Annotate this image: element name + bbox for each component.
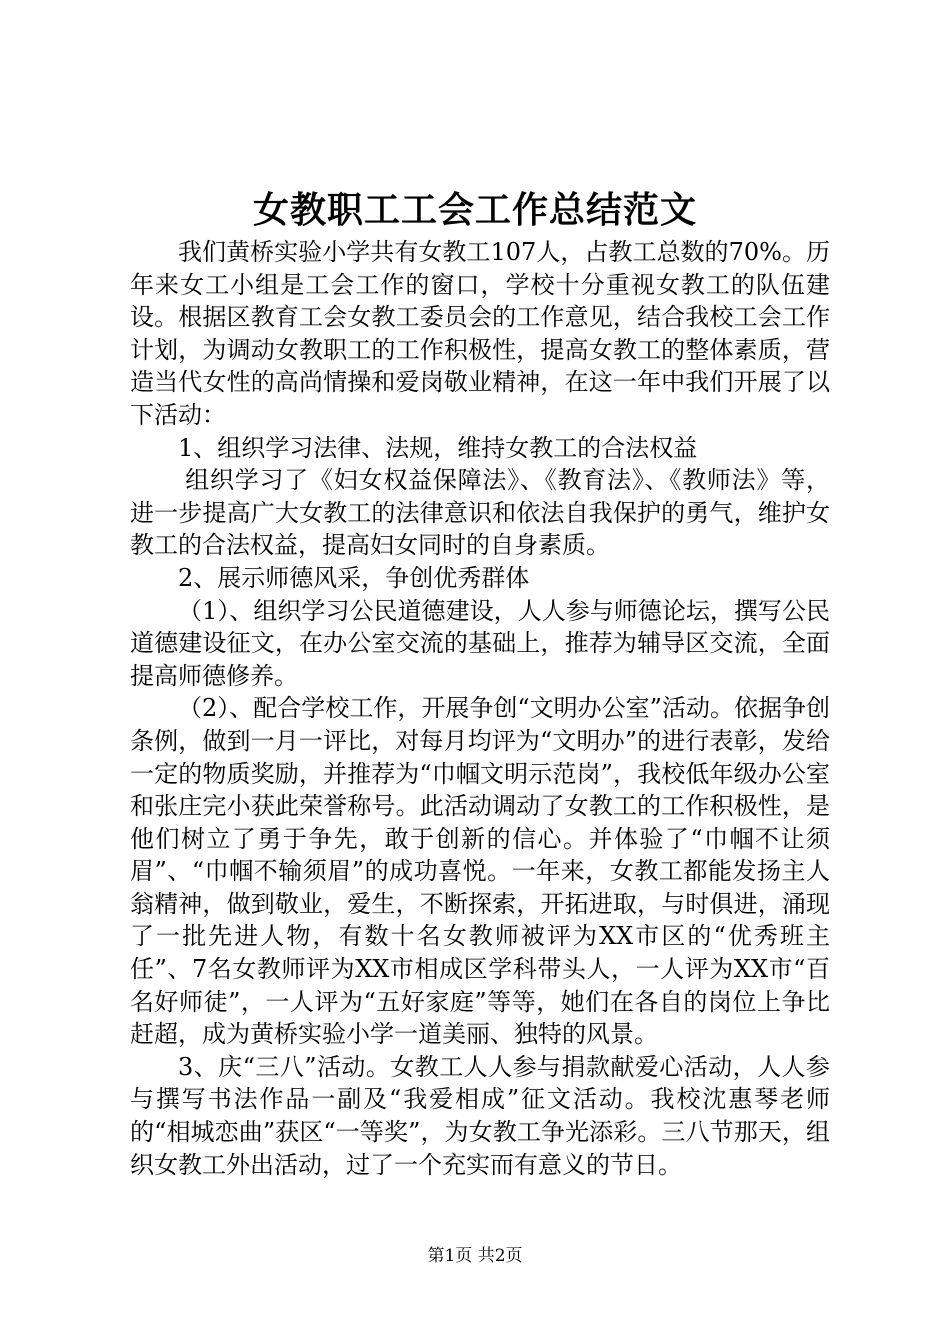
document-body — [130, 236, 830, 1181]
section-heading-2: 2、展示师德风采，争创优秀群体 — [178, 563, 530, 592]
page-footer: 第1页 共2页 — [427, 1246, 523, 1266]
section-3-paragraph: 3、庆“三八”活动。女教工人人参与捐款献爱心活动，人人参与撰写书法作品一副及“我爱相成”征文活动。我校沈惠琴老师的“相城恋曲”获区“一等奖”，为女教工争光添彩。三八节那天，组织女教工外出活动，过了一个充实而有意义的节日。 — [130, 1052, 830, 1179]
document-title: 女教职工工会工作总结范文 — [252, 189, 697, 231]
section-heading-1: 1、组织学习法律、法规，维持女教工的合法权益 — [178, 433, 698, 462]
section-1-paragraph: 组织学习了《妇女权益保障法》、《教育法》、《教师法》等，进一步提高广大女教工的法律意识和依法自我保护的勇气，维护女教工的合法权益，提高妇女同时的自身素质。 — [130, 466, 830, 560]
intro-paragraph: 我们黄桥实验小学共有女教工107人，占教工总数的70%。历年来女工小组是工会工作的窗口，学校十分重视女教工的队伍建设。根据区教育工会女教工委员会的工作意见，结合我校工会工作计划，为调动女教职工的工作积极性，提高女教工的整体素质，营造当代女性的高尚情操和爱岗敬业精神，在这一年中我们开展了以下活动： — [130, 238, 830, 429]
section-2-item-1-paragraph: （1）、组织学习公民道德建设，人人参与师德论坛，撰写公民道德建设征文，在办公室交流的基础上，推荐为辅导区交流，全面提高师德修养。 — [130, 596, 830, 690]
section-2-item-2-paragraph: （2）、配合学校工作，开展争创“文明办公室”活动。依据争创条例，做到一月一评比，对每月均评为“文明办”的进行表彰，发给一定的物质奖励，并推荐为“巾帼文明示范岗”，我校低年级办公室和张庄完小获此荣誉称号。此活动调动了女教工的工作积极性，是他们树立了勇于争先，敢于创新的信心。并体验了“巾帼不让须眉”、“巾帼不输须眉”的成功喜悦。一年来，女教工都能发扬主人翁精神，做到敬业，爱生，不断探索，开拓进取，与时俱进，涌现了一批先进人物，有数十名女教师被评为XX市区的“优秀班主任”、7名女教师评为XX市相成区学科带头人，一人评为XX市“百名好师徒”，一人评为“五好家庭”等等，她们在各自的岗位上争比赶超，成为黄桥实验小学一道美丽、独特的风景。 — [130, 694, 830, 1049]
